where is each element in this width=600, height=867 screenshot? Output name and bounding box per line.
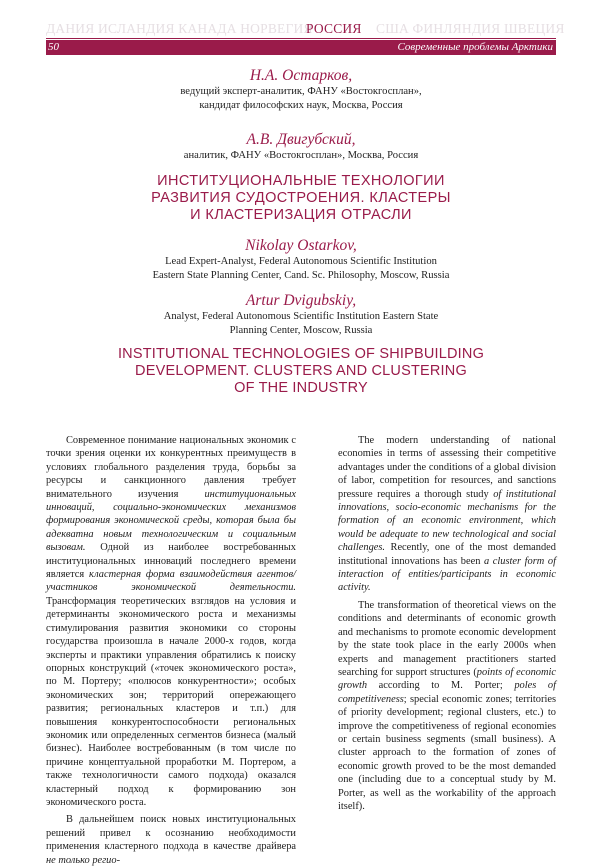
text-run: The transformation of theoretical views on the conditions and determinants of economic growth and mechanisms to promote economic development by the state took place in the early 2000s when experts and management practitioners started searching for support structures ( (338, 599, 556, 678)
text-run: The modern understanding of national economies in terms of assessing their competitive advantages under the conditions of a global division of labor, competition for resources, and sanctions pressure requires a thorough study (338, 435, 556, 500)
text-run-italic: a cluster form of interaction of entities/participants in economic activity. (338, 555, 556, 594)
paragraph (338, 599, 556, 814)
author-affiliation: Analyst, Federal Autonomous Scientific Institution Eastern State (163, 311, 439, 322)
article-title-en (46, 346, 556, 397)
author-affiliation: Lead Expert-Analyst, Federal Autonomous Scientific Institution (165, 256, 437, 267)
title-line: И КЛАСТЕРИЗАЦИЯ ОТРАСЛИ (190, 207, 412, 223)
title-line: OF THE INDUSTRY (234, 380, 368, 396)
author-affiliation: Eastern State Planning Center, Cand. Sc. Philosophy, Moscow, Russia (152, 270, 450, 281)
text-run-italic: кластерная форма взаимодействия агентов/участников экономической деятельности. (46, 569, 296, 594)
author-block-ru-2 (46, 130, 556, 163)
author-affiliation: Planning Center, Moscow, Russia (229, 325, 373, 336)
countries-highlight: РОССИЯ (306, 21, 362, 36)
paragraph (46, 813, 296, 867)
text-run: Recently, one of the most demanded institutional innovations has been (338, 542, 556, 567)
countries-right: США ФИНЛЯНДИЯ ШВЕЦИЯ (376, 21, 565, 36)
text-run: Одной из наиболее востребованных институциональных инноваций последнего времени является (46, 542, 296, 581)
body-column-en (338, 434, 556, 813)
page-number: 50 (48, 41, 59, 53)
author-block-en-1 (46, 236, 556, 283)
author-affiliation: аналитик, ФАНУ «Востокгосплан», Москва, Россия (183, 150, 419, 161)
text-run-italic: институциональных инноваций, социально-экономических механизмов формирования экономической среды, которая была бы адекватна новым технологическим и социальным вызовам. (46, 488, 296, 554)
author-name: Nikolay Ostarkov, (245, 237, 357, 254)
title-line: ИНСТИТУЦИОНАЛЬНЫЕ ТЕХНОЛОГИИ (157, 173, 445, 189)
body-column-ru (46, 434, 296, 867)
text-run-italic: не только регио- (46, 854, 121, 866)
author-block-en-2 (46, 291, 556, 338)
article-title-ru (46, 173, 556, 224)
countries-left: ДАНИЯ ИСЛАНДИЯ КАНАДА НОРВЕГИЯ (46, 21, 313, 36)
text-run: Трансформация теоретических взглядов на условия и детерминанты экономического роста и механизмы стимулирования развития экономики со стороны государства произошла в начале 2000-х годов, когда эксперты и практики управления обратились к поиску опорных конструкций («точек экономического роста», по М. Портеру; «полюсов конкурентности»; особых экономических зон; территорий опережающего развития; региональных кластеров и т.п.) для повышения конкурентоспособности региональных экономик или определенных сегментов бизнеса (малый бизнес). Наиболее востребованным (в том числе по причине концептуальной проработки М. Портером, а также технологичности самого подхода) оказался кластерный подход к формированию зон экономического роста. (46, 595, 296, 808)
text-run: Современное понимание национальных экономик с точки зрения оценки их конкурентных преимуществ в условиях глобального разделения труда, борьбы за ресурсы и санкционного давления требует внимательного изучения (46, 435, 296, 500)
header-rule (46, 38, 556, 39)
text-run: В дальнейшем поиск новых институциональных решений привел к осознанию необходимости применения кластерного подхода в качестве драйвера (46, 814, 296, 853)
author-name: А.В. Двигубский, (246, 131, 356, 148)
author-block-ru-1 (46, 66, 556, 113)
title-line: РАЗВИТИЯ СУДОСТРОЕНИЯ. КЛАСТЕРЫ (151, 190, 451, 206)
title-line: INSTITUTIONAL TECHNOLOGIES OF SHIPBUILDING (117, 346, 485, 362)
text-run-italic: of institutional innovations, socio-economic mechanisms for the formation of an economic environment, which would be adequate to new technological and social challenges. (338, 488, 556, 554)
text-run: according to M. Porter; (367, 680, 515, 692)
author-affiliation: кандидат философских наук, Москва, Россия (199, 100, 403, 111)
text-run-italic: poles of competitiveness (338, 680, 556, 705)
paragraph (338, 434, 556, 595)
author-affiliation: ведущий эксперт-аналитик, ФАНУ «Востокгосплан», (180, 86, 422, 97)
text-run: ; special economic zones; territories of priority development; regional clusters, etc.) to improve the competitiveness of regional economies or certain business segments (small business). A cluster approach to the formation of zones of economic growth proved to be the most demanded one (including due to a conceptual study by M. Porter, as well as the workability of the approach itself). (338, 693, 556, 812)
paragraph (46, 434, 296, 809)
journal-title: Современные проблемы Арктики (397, 41, 553, 53)
title-line: DEVELOPMENT. CLUSTERS AND CLUSTERING (135, 363, 467, 379)
text-run-italic: points of economic growth (338, 666, 556, 692)
author-name: Н.А. Остарков, (249, 67, 353, 84)
running-header (46, 40, 556, 55)
country-strip (0, 20, 600, 38)
author-name: Artur Dvigubskiy, (245, 292, 357, 309)
